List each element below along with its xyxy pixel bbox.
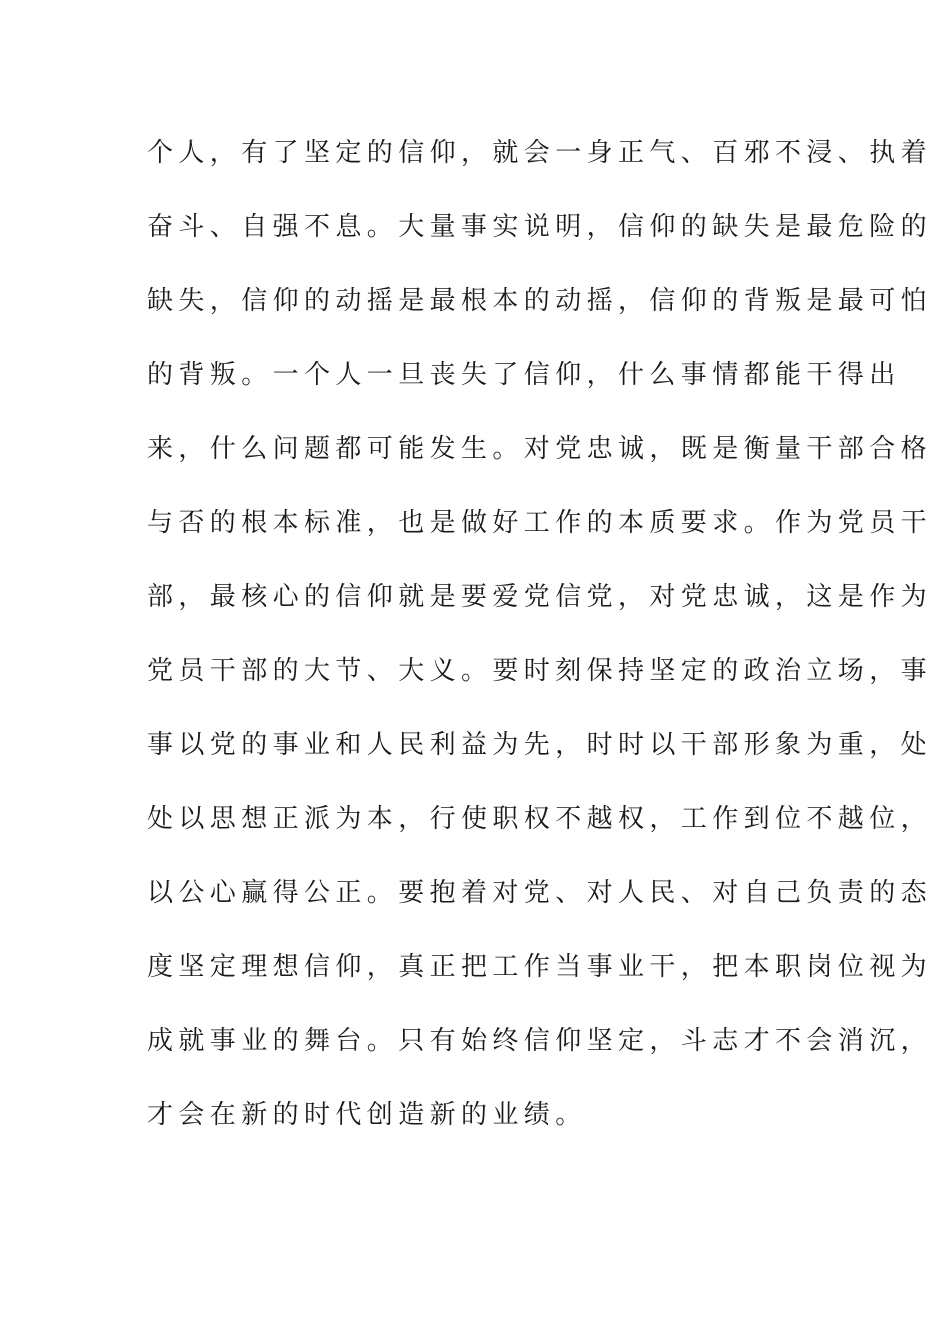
text-line-5: 来，什么问题都可能发生。对党忠诚，既是衡量干部合格	[147, 434, 933, 464]
text-line-11: 以公心赢得公正。要抱着对党、对人民、对自己负责的态	[147, 878, 933, 908]
body-paragraph	[147, 130, 933, 1166]
text-line-10: 处以思想正派为本，行使职权不越权，工作到位不越位，	[147, 804, 933, 834]
text-line-9: 事以党的事业和人民利益为先，时时以干部形象为重，处	[147, 730, 933, 760]
text-line-6: 与否的根本标准，也是做好工作的本质要求。作为党员干	[147, 508, 933, 538]
text-line-8: 党员干部的大节、大义。要时刻保持坚定的政治立场，事	[147, 656, 933, 686]
text-line-4: 的背叛。一个人一旦丧失了信仰，什么事情都能干得出	[147, 360, 901, 390]
text-line-3: 缺失，信仰的动摇是最根本的动摇，信仰的背叛是最可怕	[147, 286, 933, 316]
text-line-1: 个人，有了坚定的信仰，就会一身正气、百邪不浸、执着	[147, 138, 933, 168]
text-line-14: 才会在新的时代创造新的业绩。	[147, 1100, 587, 1130]
text-line-2: 奋斗、自强不息。大量事实说明，信仰的缺失是最危险的	[147, 212, 933, 242]
text-line-7: 部，最核心的信仰就是要爱党信党，对党忠诚，这是作为	[147, 582, 933, 612]
text-line-12: 度坚定理想信仰，真正把工作当事业干，把本职岗位视为	[147, 952, 933, 982]
text-line-13: 成就事业的舞台。只有始终信仰坚定，斗志才不会消沉，	[147, 1026, 933, 1056]
